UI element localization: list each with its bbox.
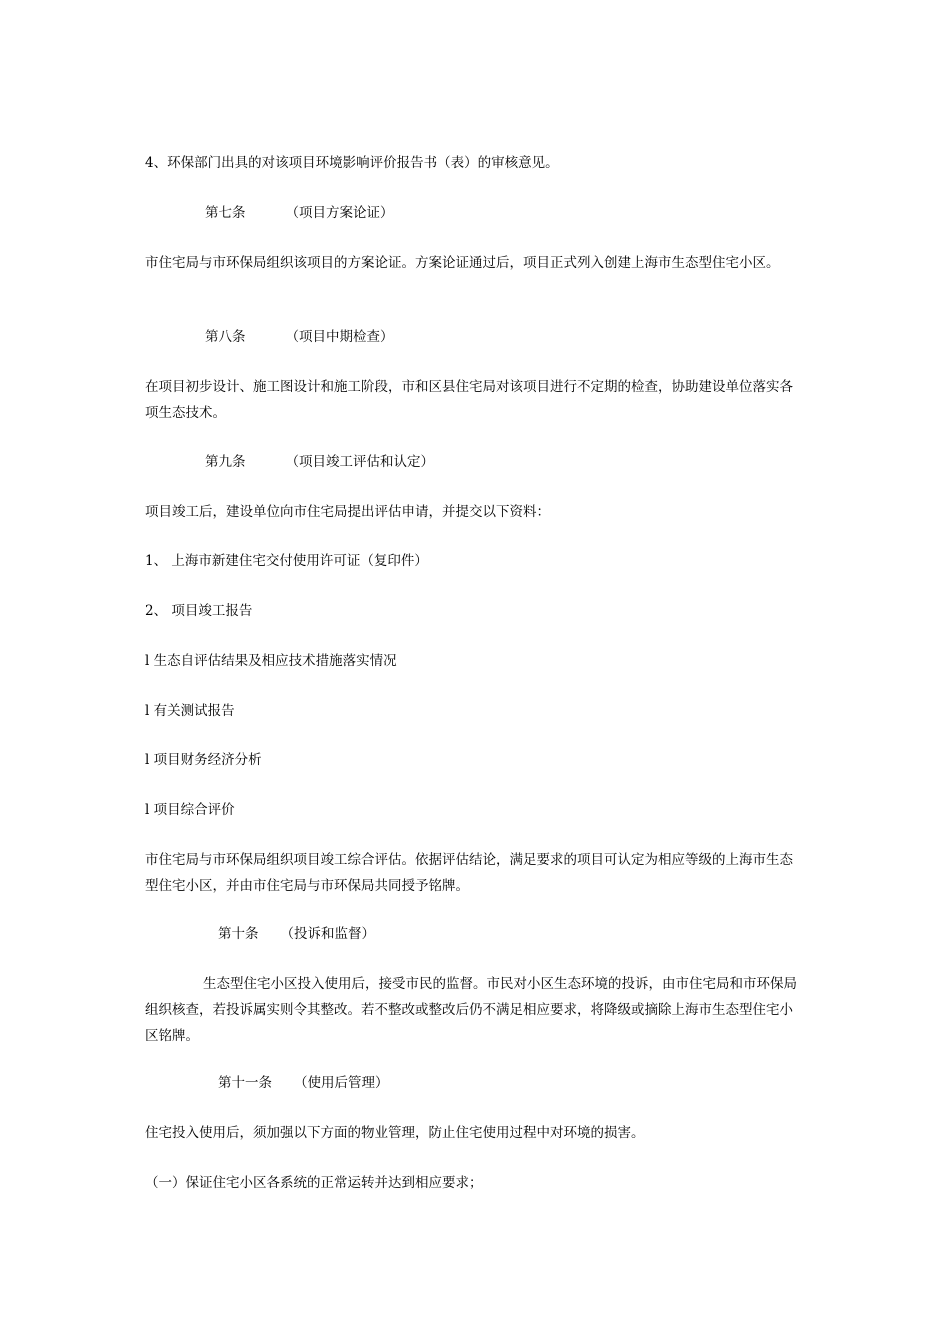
paragraph-article-11: 住宅投入使用后，须加强以下方面的物业管理，防止住宅使用过程中对环境的损害。 [145,1125,645,1141]
article-10-heading [218,921,878,947]
sub-item-4: l 项目综合评价 [145,802,235,818]
sub-item-3: l 项目财务经济分析 [145,752,262,768]
list-item-1: 1、 上海市新建住宅交付使用许可证（复印件） [145,553,428,569]
article-number: 第十一条 [218,1075,272,1091]
sub-item-2: l 有关测试报告 [145,703,235,719]
article-title: （项目竣工评估和认定） [285,454,434,470]
list-item-clause-1: （一）保证住宅小区各系统的正常运转并达到相应要求； [145,1175,483,1191]
article-number: 第十条 [218,926,259,942]
article-11-heading [218,1070,878,1096]
paragraph-evaluation: 市住宅局与市环保局组织项目竣工综合评估。依据评估结论，满足要求的项目可认定为相应等级的上海市生态型住宅小区，并由市住宅局与市环保局共同授予铭牌。 [145,852,793,894]
paragraph-item-4: 4、环保部门出具的对该项目环境影响评价报告书（表）的审核意见。 [145,155,559,171]
paragraph-article-10: 生态型住宅小区投入使用后，接受市民的监督。市民对小区生态环境的投诉，由市住宅局和市环保局组织核查，若投诉属实则令其整改。若不整改或整改后仍不满足相应要求，将降级或摘除上海市生态型住宅小区铭牌。 [145,976,797,1044]
article-title: （项目方案论证） [285,205,394,221]
article-8-heading [205,324,865,350]
paragraph-article-8: 在项目初步设计、施工图设计和施工阶段，市和区县住宅局对该项目进行不定期的检查，协助建设单位落实各项生态技术。 [145,379,793,421]
paragraph-article-9: 项目竣工后，建设单位向市住宅局提出评估申请，并提交以下资料： [145,504,550,520]
article-title: （使用后管理） [294,1075,389,1091]
article-7-heading [205,200,865,226]
article-number: 第九条 [205,454,246,470]
list-item-2: 2、 项目竣工报告 [145,603,253,619]
article-title: （项目中期检查） [285,329,394,345]
article-number: 第八条 [205,329,246,345]
article-9-heading [205,449,865,475]
article-number: 第七条 [205,205,246,221]
paragraph-article-7: 市住宅局与市环保局组织该项目的方案论证。方案论证通过后，项目正式列入创建上海市生态型住宅小区。 [145,255,780,271]
article-title: （投诉和监督） [280,926,375,942]
sub-item-1: l 生态自评估结果及相应技术措施落实情况 [145,653,397,669]
